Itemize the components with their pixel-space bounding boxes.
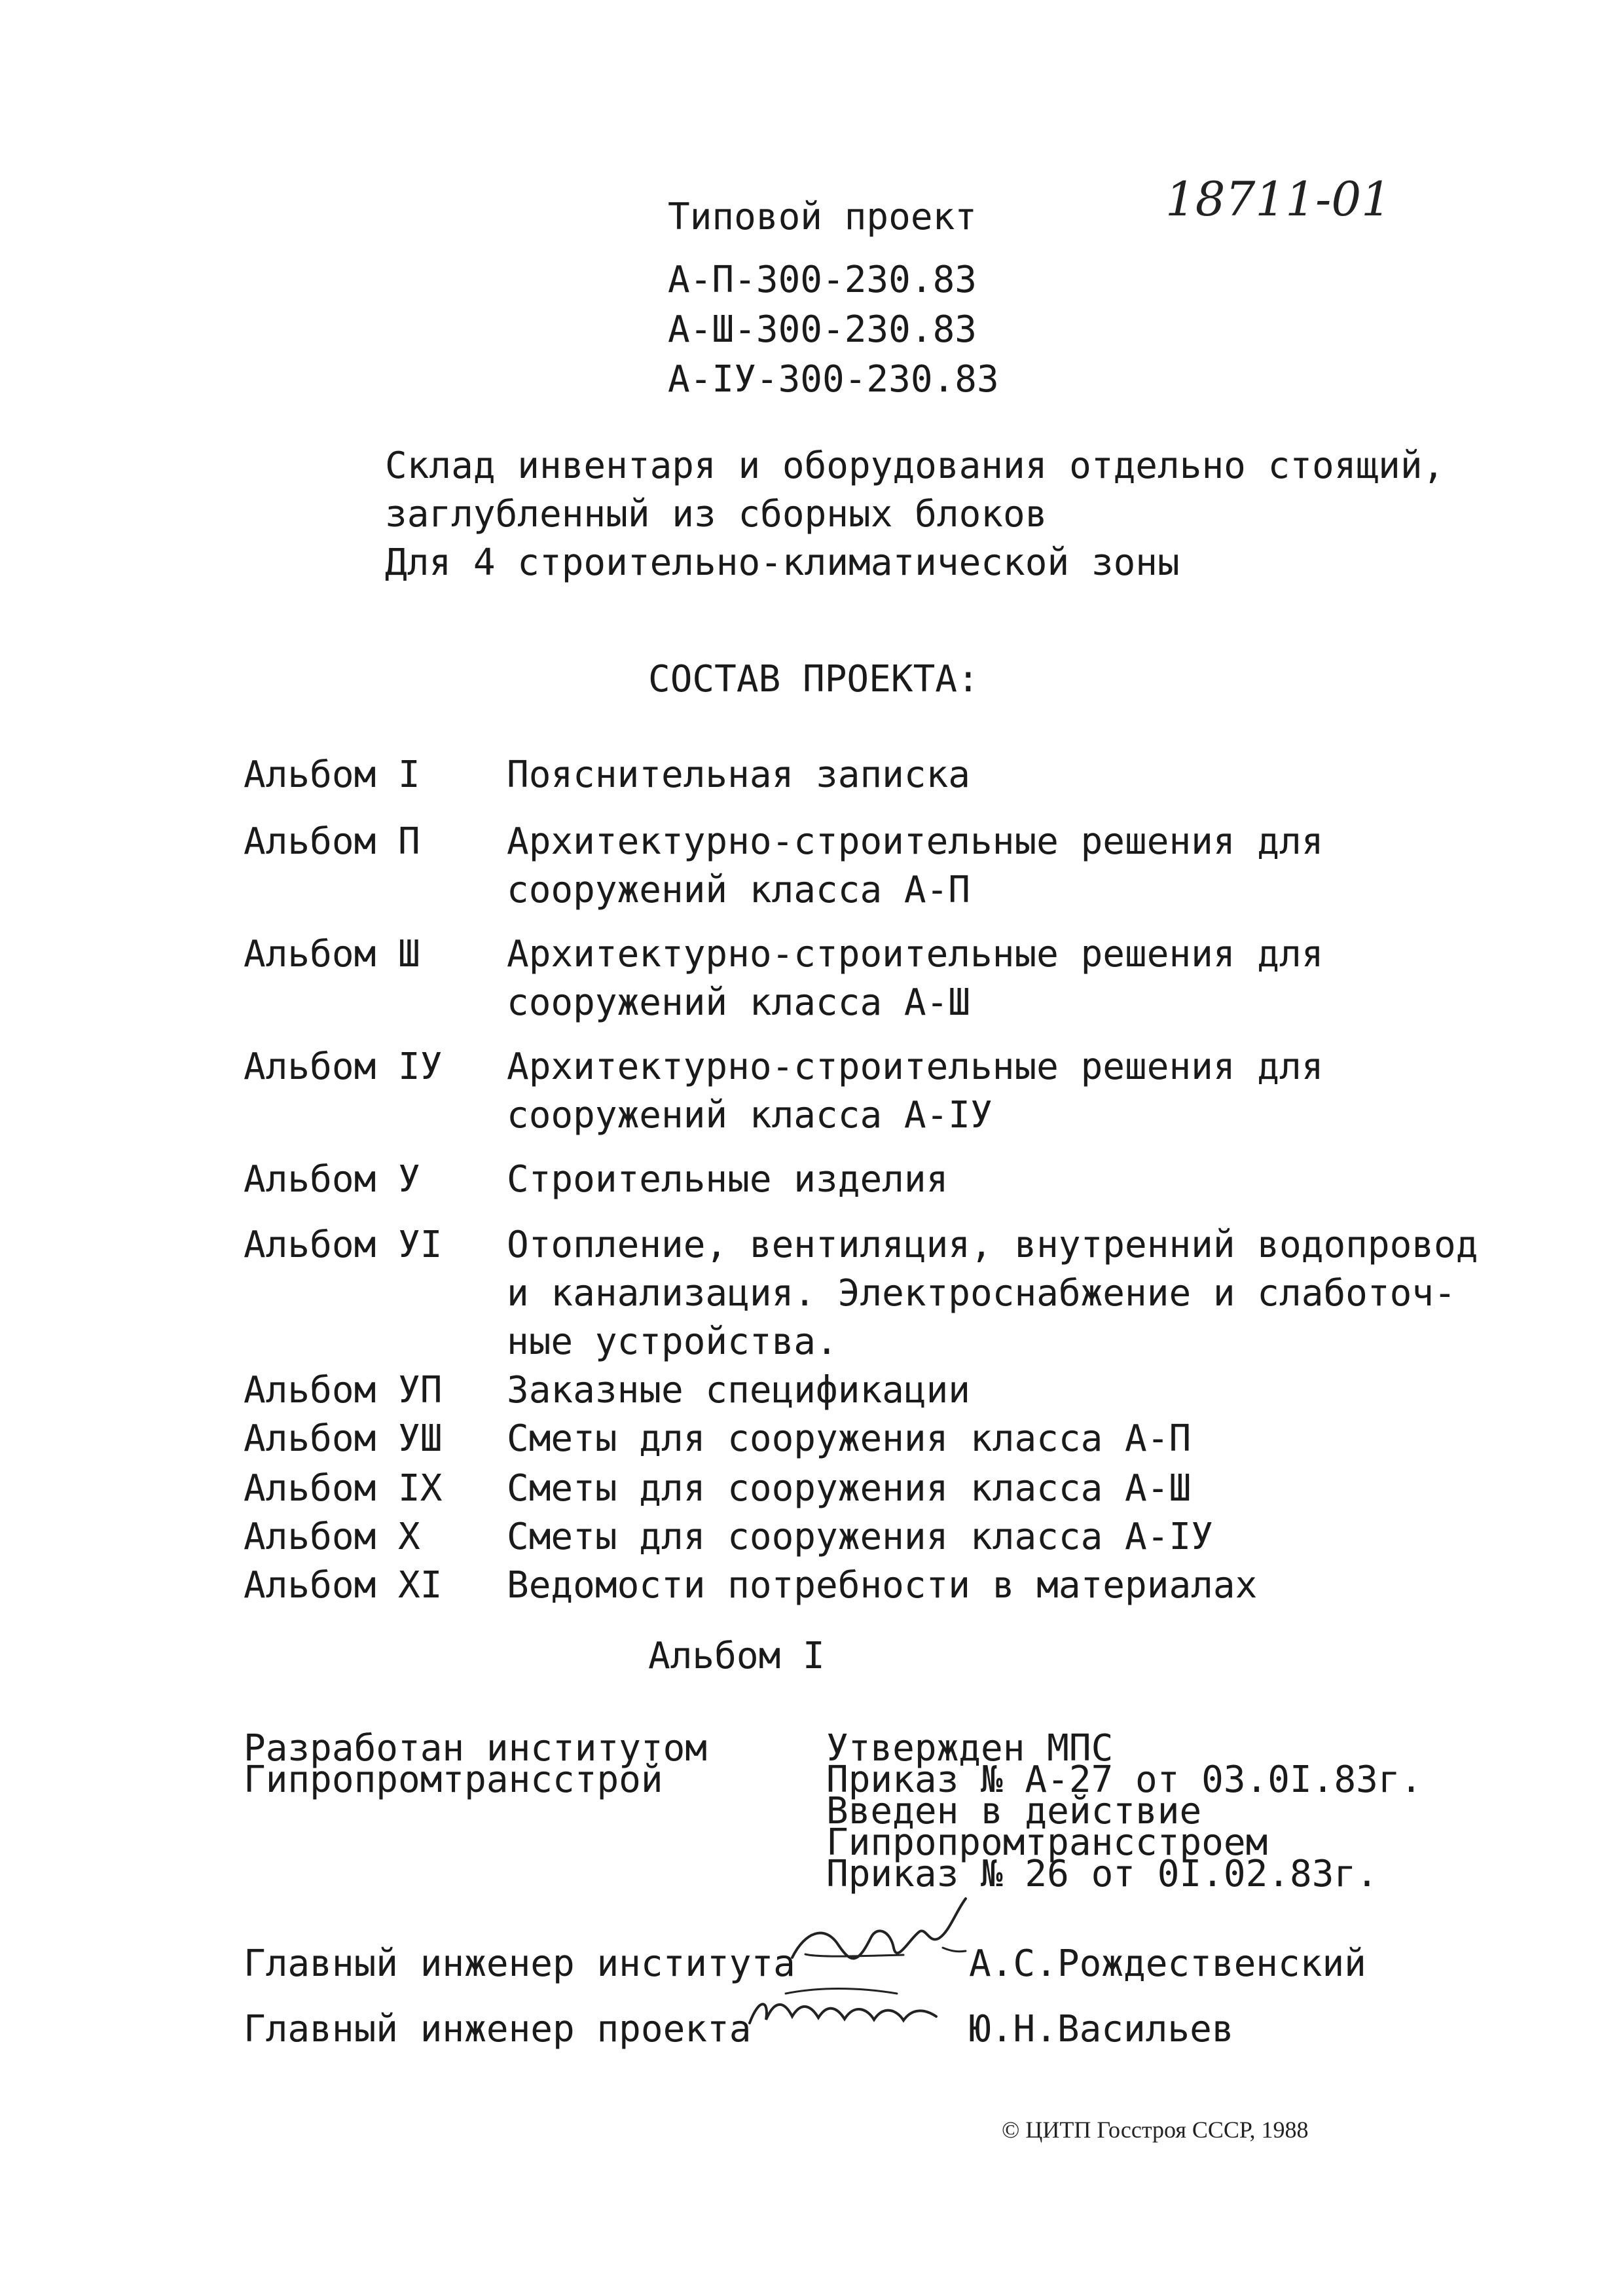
album-desc: Архитектурно-строительные решения для bbox=[507, 820, 1324, 863]
album-label: Альбом П bbox=[244, 820, 420, 863]
developer-line: Гипропромтрансстрой bbox=[244, 1758, 663, 1801]
album-label: Альбом IУ bbox=[244, 1046, 443, 1088]
signature-chief-engineer-project bbox=[740, 1971, 949, 2043]
title-line: Для 4 строительно-климатической зоны bbox=[385, 541, 1180, 584]
album-label: Альбом X bbox=[244, 1516, 420, 1558]
album-desc: сооружений класса А-П bbox=[507, 869, 971, 911]
approval-line: Приказ № А-27 от 03.0I.83г. bbox=[826, 1758, 1423, 1801]
signature-name: Ю.Н.Васильев bbox=[969, 2008, 1234, 2050]
album-label: Альбом IX bbox=[244, 1467, 443, 1510]
album-desc: Сметы для сооружения класса А-П bbox=[507, 1417, 1192, 1460]
album-desc: сооружений класса А-Ш bbox=[507, 981, 971, 1024]
album-desc: ные устройства. bbox=[507, 1321, 838, 1363]
album-desc: Архитектурно-строительные решения для bbox=[507, 1046, 1324, 1088]
signature-role: Главный инженер проекта bbox=[244, 2008, 752, 2050]
approval-line: Утвержден МПС bbox=[826, 1727, 1114, 1770]
project-code: А-П-300-230.83 bbox=[668, 259, 977, 301]
album-label: Альбом Ш bbox=[244, 933, 420, 975]
album-desc: Ведомости потребности в материалах bbox=[507, 1564, 1258, 1607]
title-line: Склад инвентаря и оборудования отдельно стоящий, bbox=[385, 445, 1445, 487]
approval-line: Гипропромтрансстроем bbox=[826, 1821, 1268, 1864]
album-label: Альбом УI bbox=[244, 1224, 443, 1266]
signature-chief-engineer-institute bbox=[779, 1892, 976, 1984]
contents-heading: СОСТАВ ПРОЕКТА: bbox=[648, 658, 979, 701]
copyright-notice: © ЦИТП Госстроя СССР, 1988 bbox=[1002, 2117, 1309, 2143]
album-desc: Сметы для сооружения класса А-IУ bbox=[507, 1516, 1213, 1558]
album-desc: Отопление, вентиляция, внутренний водопровод bbox=[507, 1224, 1478, 1266]
album-label: Альбом XI bbox=[244, 1564, 443, 1607]
project-code: А-Ш-300-230.83 bbox=[668, 308, 977, 351]
album-label: Альбом I bbox=[244, 754, 420, 796]
developer-line: Разработан институтом bbox=[244, 1727, 708, 1770]
approval-line: Введен в действие bbox=[826, 1790, 1202, 1832]
album-label: Альбом УП bbox=[244, 1369, 443, 1412]
album-desc: Заказные спецификации bbox=[507, 1369, 971, 1412]
album-desc: Сметы для сооружения класса А-Ш bbox=[507, 1467, 1192, 1510]
album-label: Альбом У bbox=[244, 1158, 420, 1201]
title-line: заглубленный из сборных блоков bbox=[385, 493, 1048, 536]
album-desc: Пояснительная записка bbox=[507, 754, 971, 796]
album-desc: Архитектурно-строительные решения для bbox=[507, 933, 1324, 975]
current-album-label: Альбом I bbox=[648, 1635, 825, 1677]
project-type-label: Типовой проект bbox=[668, 196, 977, 238]
handwritten-doc-number: 18711-01 bbox=[1165, 172, 1391, 227]
signature-name: А.С.Рождественский bbox=[969, 1942, 1366, 1985]
album-desc: сооружений класса А-IУ bbox=[507, 1094, 993, 1137]
approval-line: Приказ № 26 от 0I.02.83г. bbox=[826, 1853, 1378, 1895]
project-code: А-IУ-300-230.83 bbox=[668, 358, 999, 401]
album-desc: Строительные изделия bbox=[507, 1158, 949, 1201]
album-label: Альбом УШ bbox=[244, 1417, 443, 1460]
album-desc: и канализация. Электроснабжение и слаботоч- bbox=[507, 1272, 1456, 1315]
signature-role: Главный инженер института bbox=[244, 1942, 795, 1985]
